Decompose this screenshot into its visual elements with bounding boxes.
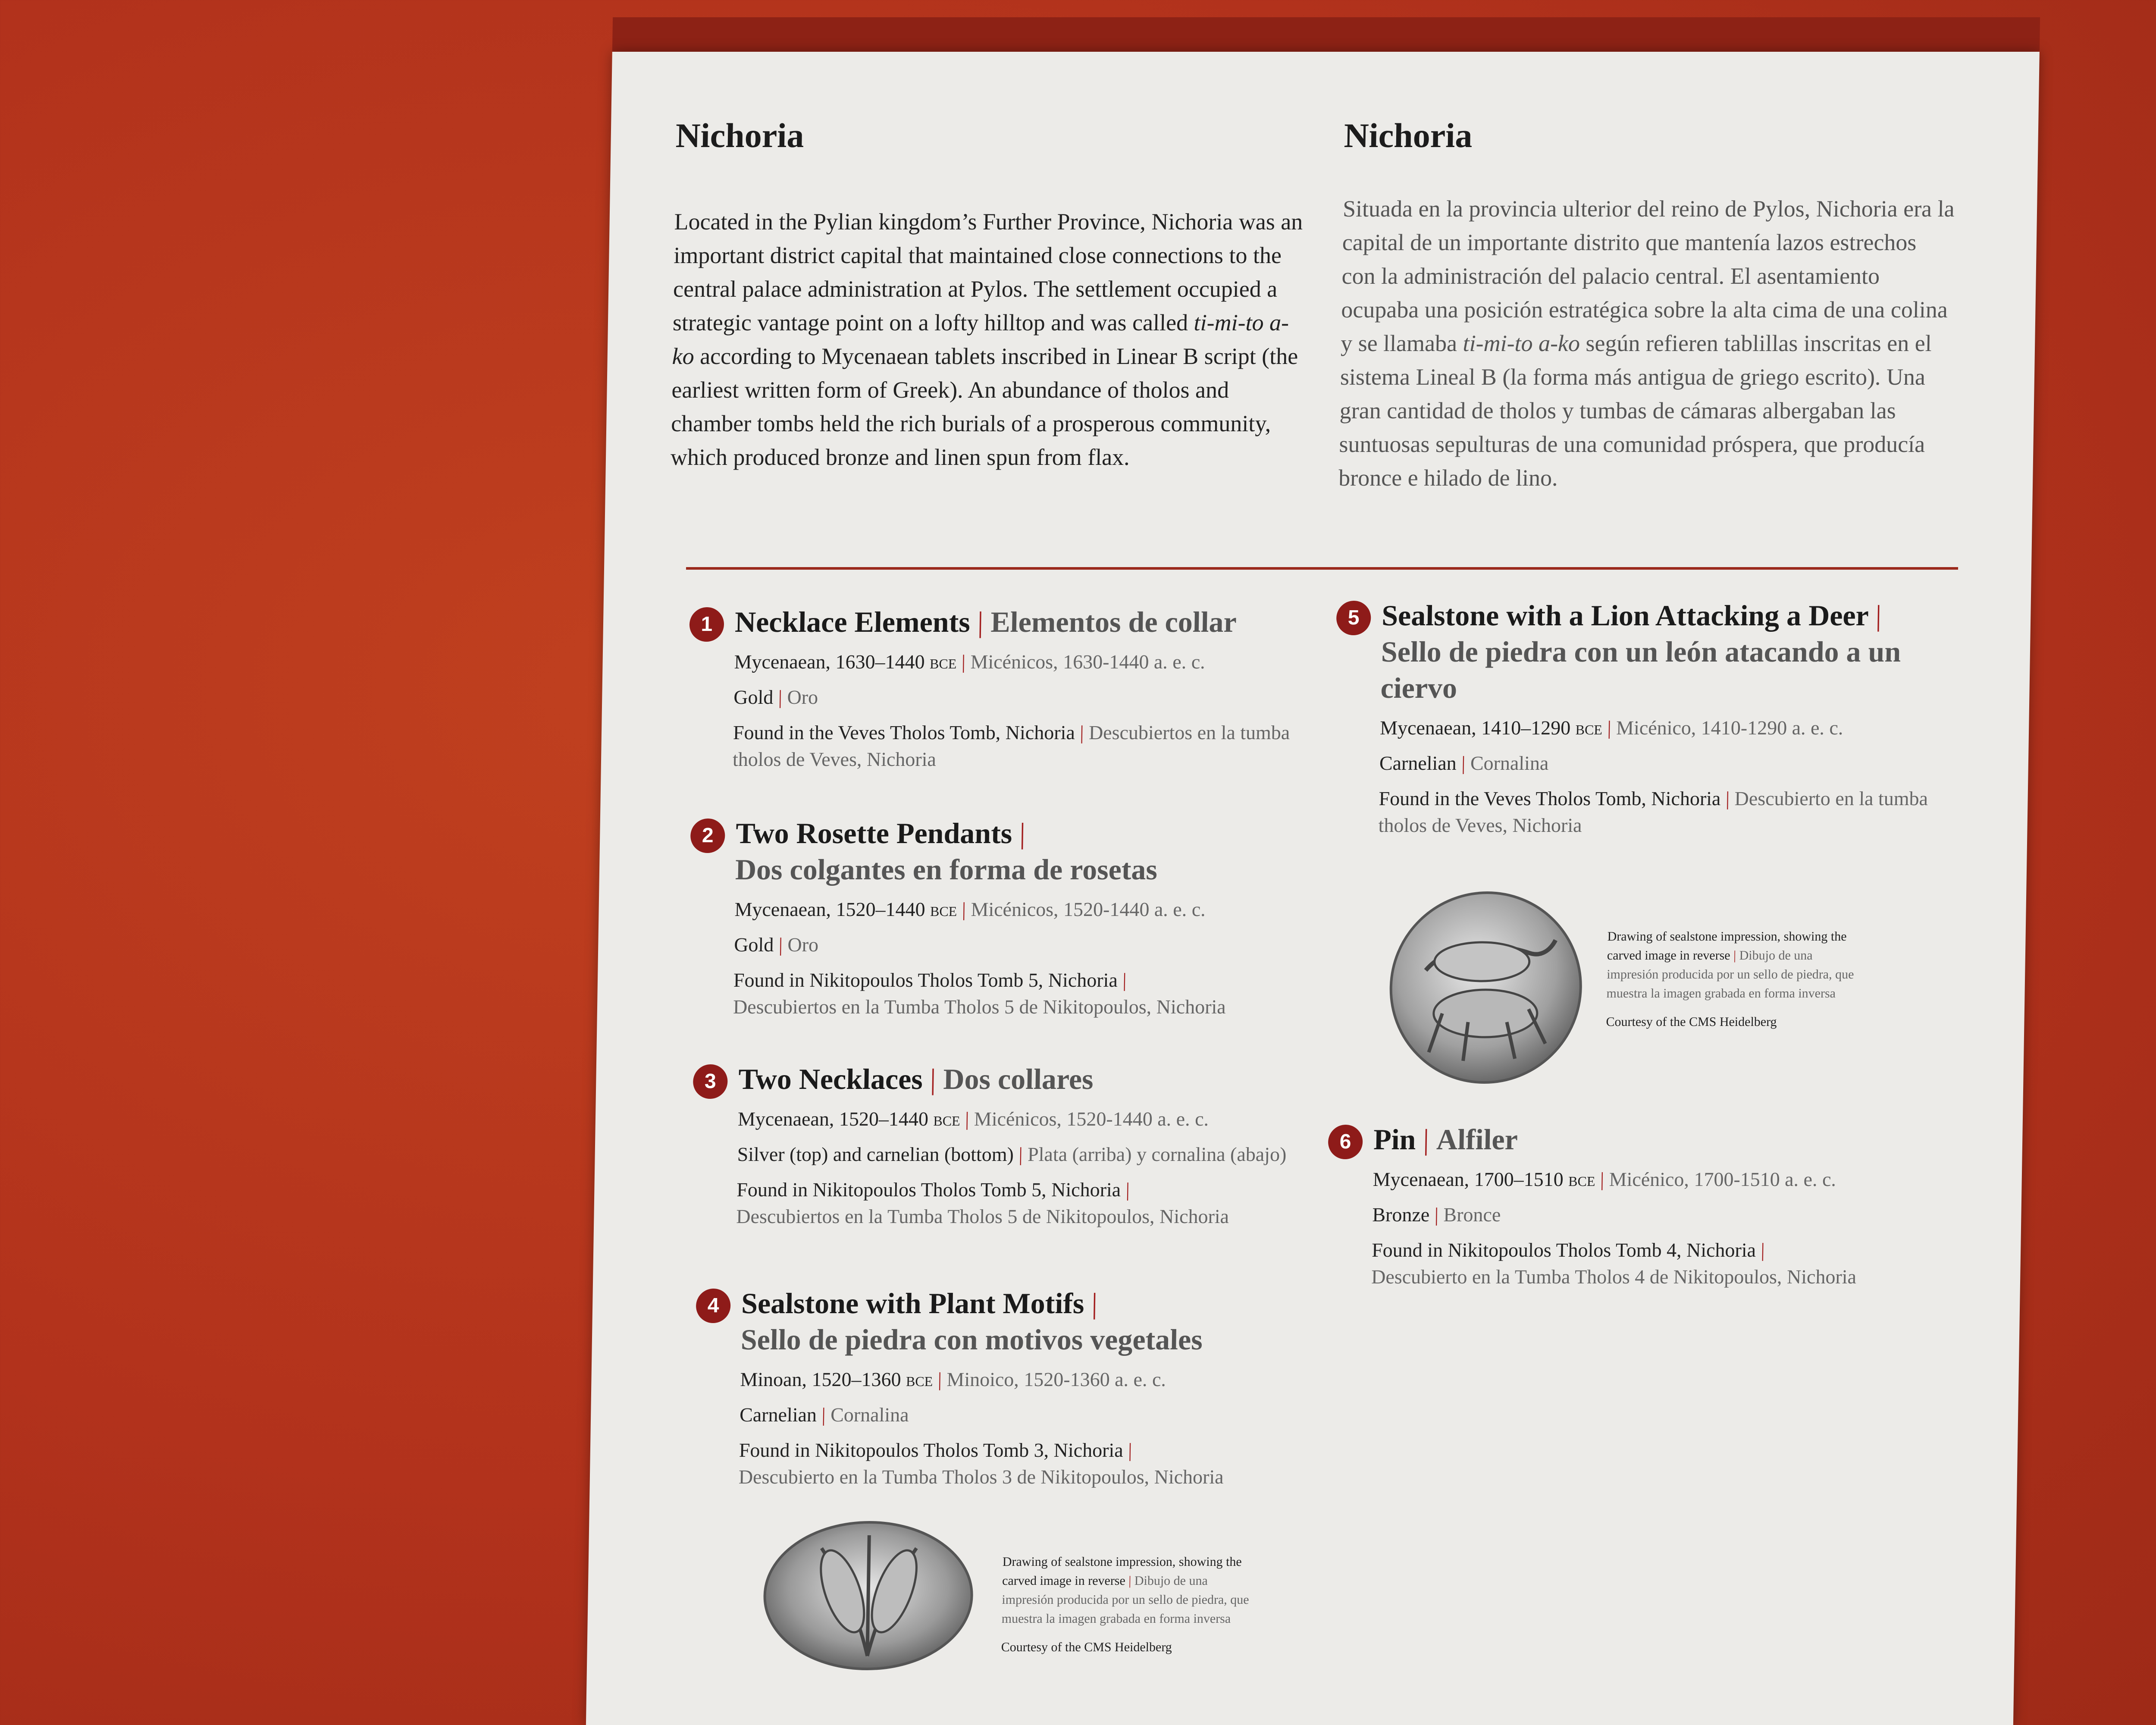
caption-en: Drawing of sealstone impression, showing the carved image in reverse <box>1002 1555 1242 1588</box>
panel-top-strip <box>612 17 2040 52</box>
found-en: Found in Nikitopoulos Tholos Tomb 5, Nichoria <box>733 969 1118 991</box>
artifact-entry-3 <box>691 1061 1319 1230</box>
artifact-date: Mycenaean, 1700–1510 bce | Micénico, 1700-1510 a. e. c. <box>1373 1168 1836 1190</box>
sealstone-caption-5: Drawing of sealstone impression, showing the carved image in reverse | Dibujo de una impresión producida por un sello de piedra, que muestra la imagen grabada en forma inversa Courtesy of the CMS Heidelberg <box>1606 927 1866 1032</box>
date-es: Micénico, 1700-1510 a. e. c. <box>1609 1168 1836 1190</box>
artifact-title: Necklace Elements | Elementos de collar <box>734 605 1237 638</box>
caption-courtesy: Courtesy of the CMS Heidelberg <box>1606 1015 1777 1029</box>
found-es: Descubierto en la Tumba Tholos 4 de Nikitopoulos, Nichoria <box>1371 1266 1857 1288</box>
section-divider <box>686 567 1958 570</box>
artifact-title-es: Alfiler <box>1436 1123 1518 1156</box>
artifact-title-es: Dos colgantes en forma de rosetas <box>735 853 1158 886</box>
artifact-title-es: Dos collares <box>943 1063 1094 1095</box>
date-es: Micénicos, 1630-1440 a. e. c. <box>970 651 1206 673</box>
material-en: Gold <box>733 686 774 708</box>
era-label: bce <box>930 898 957 920</box>
date-en: Minoan, 1520–1360 <box>740 1368 901 1390</box>
artifact-findspot: Found in the Veves Tholos Tomb, Nichoria | Descubiertos en la tumba tholos de Veves, Nichoria <box>732 721 1290 770</box>
artifact-title-es: Sello de piedra con un león atacando a un ciervo <box>1380 635 1901 704</box>
caption-courtesy: Courtesy of the CMS Heidelberg <box>1001 1640 1172 1654</box>
material-es: Oro <box>787 934 819 956</box>
artifact-title-en: Two Necklaces <box>738 1063 923 1095</box>
era-label: bce <box>906 1368 933 1390</box>
material-en: Gold <box>733 934 774 956</box>
artifact-findspot: Found in the Veves Tholos Tomb, Nichoria | Descubierto en la tumba tholos de Veves, Nichoria <box>1378 787 1928 836</box>
found-en: Found in Nikitopoulos Tholos Tomb 5, Nichoria <box>736 1179 1121 1201</box>
date-es: Micénicos, 1520-1440 a. e. c. <box>974 1108 1209 1130</box>
artifact-title-en: Two Rosette Pendants <box>735 817 1012 850</box>
date-en: Mycenaean, 1700–1510 <box>1373 1168 1564 1190</box>
era-label: bce <box>1568 1168 1595 1190</box>
date-es: Micénicos, 1520-1440 a. e. c. <box>971 898 1206 920</box>
date-es: Minoico, 1520-1360 a. e. c. <box>946 1368 1166 1390</box>
artifact-findspot: Found in Nikitopoulos Tholos Tomb 5, Nichoria | Descubiertos en la Tumba Tholos 5 de Nikitopoulos, Nichoria <box>736 1179 1229 1227</box>
material-es: Bronce <box>1443 1204 1501 1226</box>
artifact-date: Mycenaean, 1520–1440 bce | Micénicos, 1520-1440 a. e. c. <box>737 1108 1209 1130</box>
artifact-title: Two Rosette Pendants | Dos colgantes en forma de rosetas <box>735 817 1158 886</box>
found-en: Found in the Veves Tholos Tomb, Nichoria <box>733 721 1075 743</box>
material-es: Cornalina <box>1470 752 1549 774</box>
panel-title-en: Nichoria <box>675 117 805 155</box>
item-number-badge: 3 <box>693 1064 728 1099</box>
artifact-findspot: Found in Nikitopoulos Tholos Tomb 3, Nichoria | Descubierto en la Tumba Tholos 3 de Nikitopoulos, Nichoria <box>738 1439 1224 1488</box>
date-en: Mycenaean, 1520–1440 <box>734 898 926 920</box>
found-es: Descubiertos en la Tumba Tholos 5 de Nikitopoulos, Nichoria <box>733 996 1226 1018</box>
era-label: bce <box>1575 717 1603 739</box>
date-en: Mycenaean, 1410–1290 <box>1379 717 1571 739</box>
artifact-material: Gold | Oro <box>733 686 818 708</box>
artifact-material: Carnelian | Cornalina <box>739 1404 909 1426</box>
date-en: Mycenaean, 1520–1440 <box>737 1108 929 1130</box>
found-en: Found in Nikitopoulos Tholos Tomb 3, Nichoria <box>739 1439 1124 1461</box>
material-es: Cornalina <box>830 1404 909 1426</box>
material-en: Bronze <box>1372 1204 1430 1226</box>
artifact-date: Mycenaean, 1520–1440 bce | Micénicos, 1520-1440 a. e. c. <box>734 898 1206 920</box>
artifact-date: Mycenaean, 1410–1290 bce | Micénico, 1410-1290 a. e. c. <box>1379 717 1843 739</box>
caption-en: Drawing of sealstone impression, showing the carved image in reverse <box>1607 929 1847 963</box>
intro-text-es: Situada en la provincia ulterior del reino de Pylos, Nichoria era la capital de un importante distrito que mantenía lazos estrechos con la administración del palacio central. El asentamiento ocupaba una posición estratégica sobre la alta cima de una colina y se llamaba ti-mi-to a-ko según refieren tablillas inscritas en el sistema Lineal B (la forma más antigua de griego escrito). Una gran cantidad de tholos y tumbas de cámaras albergaban las suntuosas sepulturas de una comunidad próspera, que producía bronce e hilado de lino. <box>1338 196 1955 491</box>
item-number-badge: 5 <box>1336 601 1371 635</box>
material-es: Oro <box>787 686 818 708</box>
material-es: Plata (arriba) y cornalina (abajo) <box>1027 1143 1287 1165</box>
found-es: Descubierto en la tumba tholos de Veves, Nichoria <box>1378 787 1928 836</box>
intro-text-en: Located in the Pylian kingdom’s Further Province, Nichoria was an important district capital that maintained close connections to the central palace administration at Pylos. The settlement occupied a strategic vantage point on a lofty hilltop and was called ti-mi-to a-ko according to Mycenaean tablets inscribed in Linear B script (the earliest written form of Greek). An abundance of tholos and chamber tombs held the rich burials of a prosperous community, which produced bronze and linen spun from flax. <box>670 209 1303 470</box>
artifact-date: Minoan, 1520–1360 bce | Minoico, 1520-1360 a. e. c. <box>740 1368 1166 1390</box>
date-en: Mycenaean, 1630–1440 <box>734 651 925 673</box>
panel-title-es: Nichoria <box>1344 117 1473 155</box>
caption-es: Dibujo de una impresión producida por un sello de piedra, que muestra la imagen grabada en forma inversa <box>1606 948 1854 1000</box>
artifact-material: Silver (top) and carnelian (bottom) | Plata (arriba) y cornalina (abajo) <box>737 1143 1287 1165</box>
artifact-date: Mycenaean, 1630–1440 bce | Micénicos, 1630-1440 a. e. c. <box>734 651 1206 673</box>
found-es: Descubierto en la Tumba Tholos 3 de Nikitopoulos, Nichoria <box>738 1466 1224 1488</box>
panel-sheet <box>586 52 2040 1725</box>
found-en: Found in Nikitopoulos Tholos Tomb 4, Nichoria <box>1371 1239 1756 1261</box>
artifact-material: Carnelian | Cornalina <box>1379 752 1549 774</box>
artifact-findspot: Found in Nikitopoulos Tholos Tomb 5, Nichoria | Descubiertos en la Tumba Tholos 5 de Nikitopoulos, Nichoria <box>733 969 1226 1018</box>
artifact-entry-6 <box>1326 1121 1975 1290</box>
artifact-entry-4 <box>693 1285 1321 1490</box>
material-en: Carnelian <box>739 1404 817 1426</box>
artifact-title-en: Necklace Elements <box>734 605 971 638</box>
item-number-badge: 4 <box>696 1289 731 1323</box>
artifact-title: Pin | Alfiler <box>1373 1123 1518 1156</box>
artifact-findspot: Found in Nikitopoulos Tholos Tomb 4, Nichoria | Descubierto en la Tumba Tholos 4 de Nikitopoulos, Nichoria <box>1371 1239 1857 1288</box>
sealstone-drawing-plant-motifs <box>759 1518 978 1673</box>
artifact-title-en: Sealstone with Plant Motifs <box>741 1287 1085 1320</box>
artifact-title: Two Necklaces | Dos collares <box>738 1063 1094 1095</box>
artifact-title: Sealstone with a Lion Attacking a Deer | Sello de piedra con un león atacando a un ciervo <box>1380 599 1901 704</box>
artifact-material: Bronze | Bronce <box>1372 1204 1501 1226</box>
item-number-badge: 1 <box>689 607 724 642</box>
artifact-material: Gold | Oro <box>733 934 819 956</box>
artifact-title-es: Elementos de collar <box>990 605 1237 638</box>
found-es: Descubiertos en la Tumba Tholos 5 de Nikitopoulos, Nichoria <box>736 1205 1229 1227</box>
era-label: bce <box>933 1108 961 1130</box>
item-number-badge: 2 <box>690 819 725 853</box>
found-es: Descubiertos en la tumba tholos de Veves, Nichoria <box>732 721 1290 770</box>
date-es: Micénico, 1410-1290 a. e. c. <box>1616 717 1843 739</box>
material-en: Carnelian <box>1379 752 1457 774</box>
artifact-entry-2 <box>688 815 1316 1020</box>
artifact-entry-5 <box>1333 597 1984 839</box>
found-en: Found in the Veves Tholos Tomb, Nichoria <box>1379 787 1721 809</box>
material-en: Silver (top) and carnelian (bottom) <box>737 1143 1014 1165</box>
era-label: bce <box>929 651 957 673</box>
artifact-title: Sealstone with Plant Motifs | Sello de piedra con motivos vegetales <box>740 1287 1203 1356</box>
artifact-entry-1 <box>687 604 1315 773</box>
artifact-title-en: Sealstone with a Lion Attacking a Deer <box>1381 599 1869 632</box>
sealstone-drawing-lion-deer <box>1385 888 1586 1087</box>
museum-label-panel <box>586 17 2040 1725</box>
artifact-title-es: Sello de piedra con motivos vegetales <box>740 1323 1203 1356</box>
caption-es: Dibujo de una impresión producida por un sello de piedra, que muestra la imagen grabada en forma inversa <box>1001 1574 1249 1626</box>
artifact-title-en: Pin <box>1373 1123 1416 1156</box>
item-number-badge: 6 <box>1328 1125 1363 1159</box>
sealstone-caption-4: Drawing of sealstone impression, showing the carved image in reverse | Dibujo de una impresión producida por un sello de piedra, que muestra la imagen grabada en forma inversa Courtesy of the CMS Heidelberg <box>1001 1552 1261 1657</box>
